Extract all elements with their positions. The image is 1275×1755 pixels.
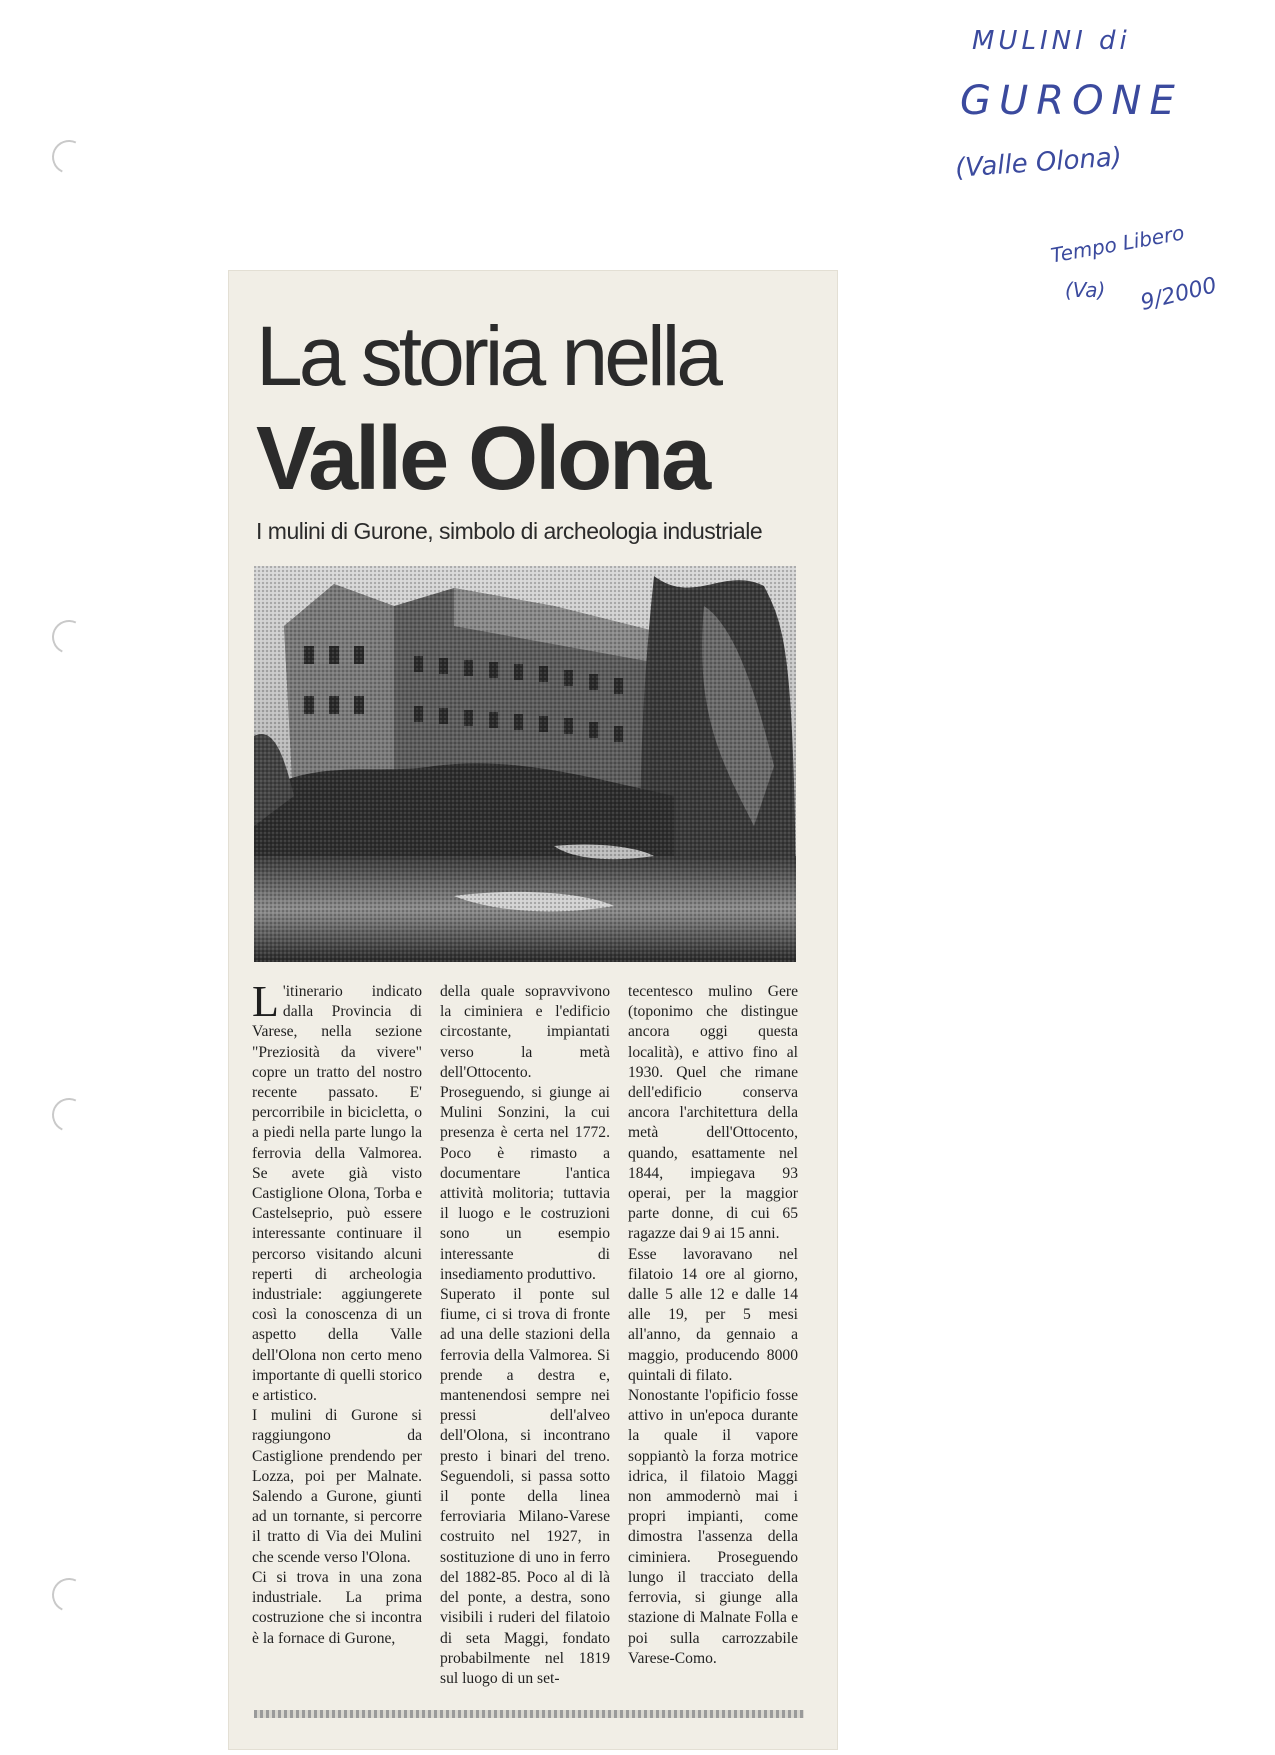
drop-cap: L bbox=[252, 977, 279, 1026]
paragraph: Ci si trova in una zona industriale. La prima costruzione che si incontra è la fornace di Gurone, bbox=[252, 1568, 422, 1647]
paragraph: tecentesco mulino Gere (toponimo che distingue ancora oggi questa località), e attivo fino al 1930. Quel che rimane dell'edificio conserva ancora l'architettura della metà dell'Ottocento, quando, esattamente nel 1844, impiegava 93 operai, per la maggior parte donne, di cui 65 ragazze dai 9 ai 15 anni. bbox=[628, 983, 798, 1243]
handwritten-title-line2: GURONE bbox=[960, 78, 1183, 124]
article-column-1 bbox=[252, 977, 422, 1649]
paragraph: Nonostante l'opificio fosse attivo in un'epoca durante la quale il vapore soppiantò la forza motrice idrica, il filatoio Maggi non ammodernò mai i propri impianti, come dimostra l'assenza della ciminiera. Proseguendo lungo il tracciato della ferrovia, si giunge alla stazione di Malnate Folla e poi sulla carrozzabile Varese-Como. bbox=[628, 1387, 798, 1667]
handwritten-title-line1: MULINI di bbox=[972, 26, 1131, 56]
handwritten-source-province: (Va) bbox=[1065, 278, 1106, 302]
article-title-line1: La storia nella bbox=[256, 309, 719, 403]
bottom-rule-divider bbox=[254, 1710, 804, 1718]
binder-hole-icon bbox=[47, 135, 91, 179]
article-title-line2: Valle Olona bbox=[256, 409, 709, 509]
paragraph: 'itinerario indicato dalla Provincia di Varese, nella sezione "Preziosità da vivere" copre un tratto del nostro recente passato. E' percorribile in bicicletta, o a piedi nella parte lungo la ferrovia della Valmorea. Se avete già visto Castiglione Olona, Torba e Castelseprio, può essere interessante continuare il percorso visitando alcuni reperti di archeologia industriale: aggiungerete così la conoscenza di un aspetto della Valle dell'Olona non certo meno importante di quelli storico e artistico. bbox=[252, 983, 422, 1405]
article-column-3 bbox=[628, 982, 798, 1669]
mill-building-photo bbox=[254, 566, 796, 962]
newspaper-clipping bbox=[228, 270, 838, 1750]
paragraph: I mulini di Gurone si raggiungono da Castiglione prendendo per Lozza, poi per Malnate. Salendo a Gurone, giunti ad un tornante, si percorre il tratto di Via dei Mulini che scende verso l'Olona. bbox=[252, 1407, 422, 1566]
binder-hole-icon bbox=[47, 615, 91, 659]
article-column-2 bbox=[440, 982, 610, 1689]
article-subtitle: I mulini di Gurone, simbolo di archeologia industriale bbox=[256, 518, 763, 544]
paragraph: Esse lavoravano nel filatoio 14 ore al giorno, dalle 5 alle 12 e dalle 14 alle 19, per 5 mesi all'anno, da gennaio a maggio, producendo 8000 quintali di filato. bbox=[628, 1245, 798, 1384]
paragraph: Superato il ponte sul fiume, ci si trova di fronte ad una delle stazioni della ferrovia della Valmorea. Si prende a destra e, mantenendosi sempre nei pressi dell'alveo dell'Olona, si incontrano presto i binari del treno. Seguendoli, si passa sotto il ponte della linea ferroviaria Milano-Varese costruito nel 1927, in sostituzione di uno in ferro del 1882-85. Poco al di là del ponte, a destra, sono visibili i ruderi del filatoio di seta Maggi, fondato probabilmente nel 1819 sul luogo di un set- bbox=[440, 1286, 610, 1687]
binder-hole-icon bbox=[47, 1573, 91, 1617]
paragraph: della quale sopravvivono la ciminiera e l'edificio circostante, impiantati verso la metà dell'Ottocento. Proseguendo, si giunge ai Mulini Sonzini, la cui presenza è certa nel 1772. Poco è rimasto a documentare l'antica attività molitoria; tuttavia il luogo e le costruzioni sono un esempio interessante di insediamento produttivo. bbox=[440, 983, 610, 1283]
handwritten-title-line3: (Valle Olona) bbox=[954, 142, 1123, 184]
binder-hole-icon bbox=[47, 1093, 91, 1137]
handwritten-source: Tempo Libero bbox=[1048, 220, 1187, 268]
handwritten-date: 9/2000 bbox=[1138, 273, 1220, 316]
